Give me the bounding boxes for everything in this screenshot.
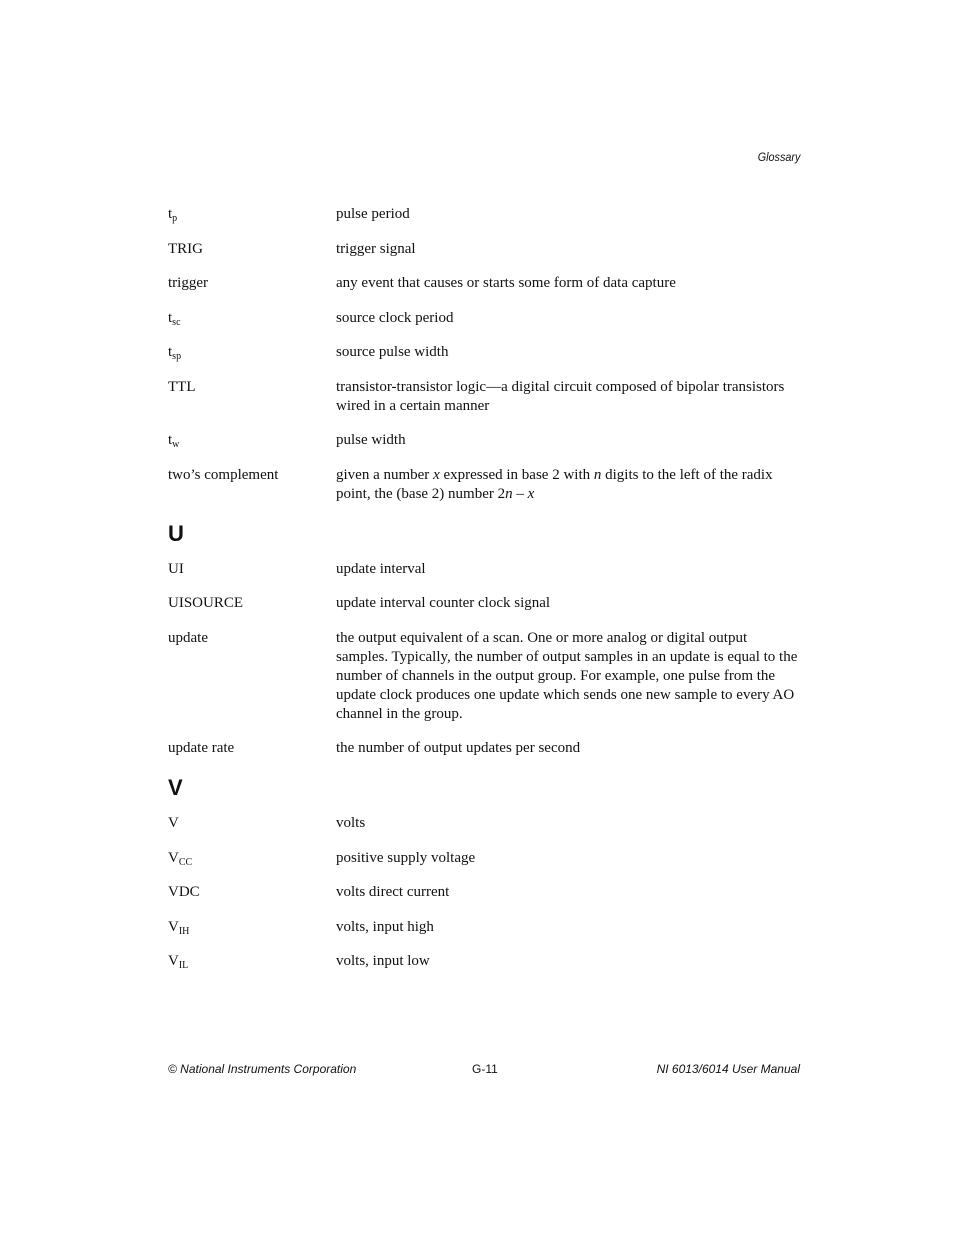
- section-heading-u: U: [168, 520, 184, 546]
- glossary-entry: [168, 560, 800, 579]
- glossary-term: UISOURCE: [168, 595, 244, 611]
- glossary-entry: [168, 629, 800, 724]
- glossary-definition: volts: [336, 815, 366, 831]
- glossary-term: V: [168, 815, 179, 831]
- glossary-term: update: [168, 629, 208, 646]
- glossary-term: VDC: [168, 884, 200, 900]
- glossary-entry: [168, 849, 800, 868]
- glossary-definition: the number of output updates per second: [336, 740, 581, 756]
- glossary-entry: [168, 205, 800, 224]
- glossary-definition: pulse width: [336, 432, 406, 448]
- glossary-term: $t_{sc}$: [168, 309, 181, 328]
- glossary-term: trigger: [168, 275, 208, 291]
- glossary-entry: [168, 274, 800, 293]
- glossary-term: $V_{IL}$: [168, 953, 189, 971]
- glossary-definition: any event that causes or starts some form of data capture: [336, 275, 676, 291]
- glossary-term: $V_{IH}$: [168, 918, 190, 937]
- glossary-entry: [168, 240, 800, 259]
- glossary-entry: [168, 431, 800, 450]
- footer-page-number: G-11: [472, 1062, 498, 1076]
- glossary-term: UI: [168, 560, 184, 577]
- footer-manual-title: NI 6013/6014 User Manual: [656, 1062, 800, 1076]
- glossary-definition: update interval counter clock signal: [336, 595, 551, 611]
- glossary-definition: given a number x expressed in base 2 with n digits to the left of the radix point, the (base 2) number 2n – x: [336, 466, 773, 502]
- glossary-term: update rate: [168, 740, 235, 756]
- glossary-entry: [168, 918, 800, 937]
- glossary-definition: update interval: [336, 560, 426, 577]
- glossary-entry: [168, 814, 800, 833]
- glossary-term: $t_{sp}$: [168, 344, 182, 362]
- glossary-definition: source clock period: [336, 309, 454, 326]
- glossary-entry: [168, 378, 800, 416]
- glossary-entry: [168, 952, 800, 971]
- glossary-term: $V_{CC}$: [168, 849, 193, 868]
- glossary-content: [168, 205, 800, 987]
- glossary-term: two’s complement: [168, 466, 279, 483]
- glossary-definition: positive supply voltage: [336, 849, 476, 866]
- glossary-definition: pulse period: [336, 206, 410, 222]
- glossary-entry: [168, 883, 800, 902]
- footer-copyright: © National Instruments Corporation: [168, 1062, 357, 1076]
- glossary-definition: the output equivalent of a scan. One or more analog or digital output samples. Typically, the number of output samples in an update is equal to the number of channels in the output group. For example, one pulse from the update clock produces one update which sends one new sample to every AO channel in the group.: [336, 629, 798, 722]
- glossary-definition: volts direct current: [336, 884, 450, 900]
- glossary-entry: [168, 594, 800, 613]
- glossary-term: TRIG: [168, 240, 203, 257]
- section-heading-v: V: [168, 775, 183, 800]
- page-footer: [168, 1062, 800, 1078]
- running-header: Glossary: [757, 150, 800, 164]
- glossary-definition: transistor-transistor logic—a digital circuit composed of bipolar transistors wired in a certain manner: [336, 378, 785, 414]
- glossary-definition: source pulse width: [336, 344, 449, 360]
- glossary-term: $t_w$: [168, 432, 180, 450]
- glossary-entry: [168, 309, 800, 328]
- glossary-entry: [168, 739, 800, 758]
- glossary-entry: [168, 343, 800, 362]
- glossary-entry: [168, 466, 800, 504]
- glossary-definition: trigger signal: [336, 240, 416, 257]
- glossary-term: $t_p$: [168, 206, 178, 224]
- glossary-definition: volts, input low: [336, 953, 430, 969]
- glossary-term: TTL: [168, 378, 196, 395]
- glossary-definition: volts, input high: [336, 918, 434, 935]
